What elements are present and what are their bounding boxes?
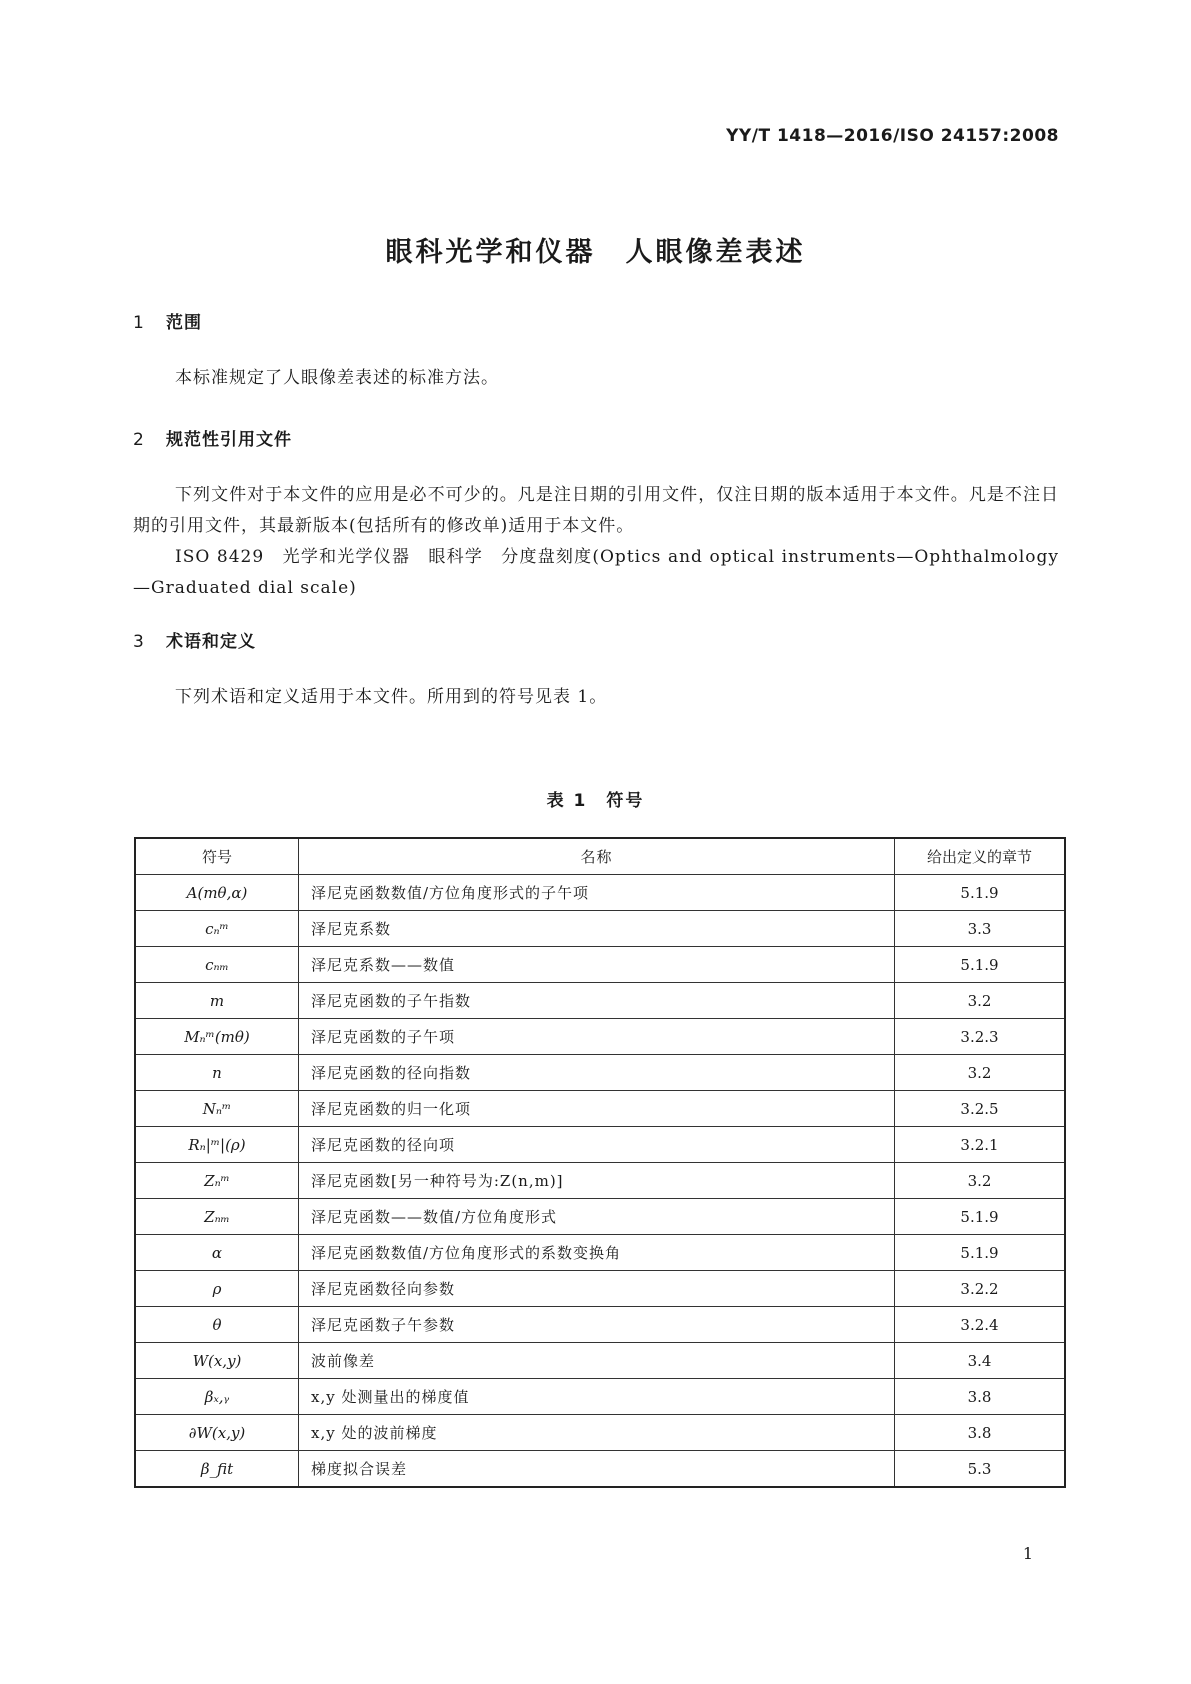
section-3-paragraph: 下列术语和定义适用于本文件。所用到的符号见表 1。 — [175, 687, 608, 707]
header-symbol: 符号 — [135, 838, 299, 875]
section-title: 规范性引用文件 — [166, 430, 292, 450]
name-cell: 泽尼克函数——数值/方位角度形式 — [299, 1199, 895, 1235]
section-number: 2 — [133, 430, 145, 450]
name-cell: 泽尼克函数的归一化项 — [299, 1091, 895, 1127]
symbol-cell: Nₙᵐ — [135, 1091, 299, 1127]
section-cell: 3.3 — [895, 911, 1066, 947]
section-title: 术语和定义 — [166, 632, 256, 652]
document-title: 眼科光学和仪器 人眼像差表述 — [385, 237, 806, 268]
name-cell: 泽尼克函数数值/方位角度形式的子午项 — [299, 875, 895, 911]
symbol-cell: A(mθ,α) — [135, 875, 299, 911]
header-section: 给出定义的章节 — [895, 838, 1066, 875]
symbol-cell: Mₙᵐ(mθ) — [135, 1019, 299, 1055]
standard-code: YY/T 1418—2016/ISO 24157:2008 — [726, 126, 1059, 146]
symbol-cell: cₙᵐ — [135, 911, 299, 947]
table-caption: 表 1 符号 — [546, 791, 645, 811]
section-cell: 5.1.9 — [895, 875, 1066, 911]
symbol-cell: α — [135, 1235, 299, 1271]
section-cell: 3.2 — [895, 983, 1066, 1019]
section-cell: 5.1.9 — [895, 947, 1066, 983]
name-cell: 泽尼克函数数值/方位角度形式的系数变换角 — [299, 1235, 895, 1271]
name-cell: 梯度拟合误差 — [299, 1451, 895, 1488]
symbol-cell: Rₙ|ᵐ|(ρ) — [135, 1127, 299, 1163]
header-name: 名称 — [299, 838, 895, 875]
section-cell: 5.3 — [895, 1451, 1066, 1488]
table-row — [135, 1163, 1065, 1199]
section-cell: 5.1.9 — [895, 1199, 1066, 1235]
page-number: 1 — [1022, 1544, 1033, 1563]
table-header-row — [135, 838, 1065, 875]
name-cell: 泽尼克函数子午参数 — [299, 1307, 895, 1343]
name-cell: 泽尼克系数——数值 — [299, 947, 895, 983]
table-row — [135, 1307, 1065, 1343]
table-row — [135, 1019, 1065, 1055]
table-row — [135, 1271, 1065, 1307]
table-row — [135, 1127, 1065, 1163]
table-row — [135, 947, 1065, 983]
name-cell: x,y 处测量出的梯度值 — [299, 1379, 895, 1415]
section-cell: 3.2.2 — [895, 1271, 1066, 1307]
table-row — [135, 911, 1065, 947]
symbol-cell: ρ — [135, 1271, 299, 1307]
table-row — [135, 1343, 1065, 1379]
symbol-cell: θ — [135, 1307, 299, 1343]
section-2-reference: ISO 8429 光学和光学仪器 眼科学 分度盘刻度(Optics and optical instruments—Ophthalmology—Graduated dial scale) — [133, 547, 1059, 598]
table-row — [135, 1199, 1065, 1235]
symbol-cell: Zₙₘ — [135, 1199, 299, 1235]
section-cell: 3.8 — [895, 1379, 1066, 1415]
name-cell: 泽尼克函数径向参数 — [299, 1271, 895, 1307]
section-number: 1 — [133, 313, 145, 333]
name-cell: 泽尼克函数的径向项 — [299, 1127, 895, 1163]
symbol-cell: βₓ,ᵧ — [135, 1379, 299, 1415]
section-2-heading — [133, 425, 292, 450]
section-3-heading — [133, 627, 256, 652]
name-cell: 泽尼克函数的径向指数 — [299, 1055, 895, 1091]
table-row — [135, 1055, 1065, 1091]
section-cell: 3.2.4 — [895, 1307, 1066, 1343]
section-cell: 3.2 — [895, 1163, 1066, 1199]
table-row — [135, 983, 1065, 1019]
symbol-cell: Zₙᵐ — [135, 1163, 299, 1199]
table-row — [135, 1451, 1065, 1488]
symbol-cell: n — [135, 1055, 299, 1091]
name-cell: 泽尼克系数 — [299, 911, 895, 947]
section-cell: 3.4 — [895, 1343, 1066, 1379]
name-cell: 泽尼克函数[另一种符号为:Z(n,m)] — [299, 1163, 895, 1199]
table-row — [135, 1415, 1065, 1451]
symbol-cell: cₙₘ — [135, 947, 299, 983]
section-cell: 3.2 — [895, 1055, 1066, 1091]
name-cell: 泽尼克函数的子午项 — [299, 1019, 895, 1055]
symbols-table — [134, 837, 1066, 1488]
section-title: 范围 — [166, 313, 202, 333]
symbol-cell: W(x,y) — [135, 1343, 299, 1379]
section-cell: 5.1.9 — [895, 1235, 1066, 1271]
name-cell: 泽尼克函数的子午指数 — [299, 983, 895, 1019]
section-number: 3 — [133, 632, 145, 652]
section-2-paragraph-1: 下列文件对于本文件的应用是必不可少的。凡是注日期的引用文件，仅注日期的版本适用于本文件。凡是不注日期的引用文件，其最新版本(包括所有的修改单)适用于本文件。 — [133, 485, 1059, 536]
symbol-cell: m — [135, 983, 299, 1019]
section-cell: 3.2.1 — [895, 1127, 1066, 1163]
section-cell: 3.2.5 — [895, 1091, 1066, 1127]
table-row — [135, 1379, 1065, 1415]
name-cell: x,y 处的波前梯度 — [299, 1415, 895, 1451]
section-cell: 3.8 — [895, 1415, 1066, 1451]
symbol-cell: β_fit — [135, 1451, 299, 1488]
symbol-cell: ∂W(x,y) — [135, 1415, 299, 1451]
table-row — [135, 875, 1065, 911]
table-row — [135, 1091, 1065, 1127]
section-cell: 3.2.3 — [895, 1019, 1066, 1055]
name-cell: 波前像差 — [299, 1343, 895, 1379]
section-1-paragraph: 本标准规定了人眼像差表述的标准方法。 — [175, 368, 499, 388]
section-1-heading — [133, 308, 202, 333]
table-row — [135, 1235, 1065, 1271]
